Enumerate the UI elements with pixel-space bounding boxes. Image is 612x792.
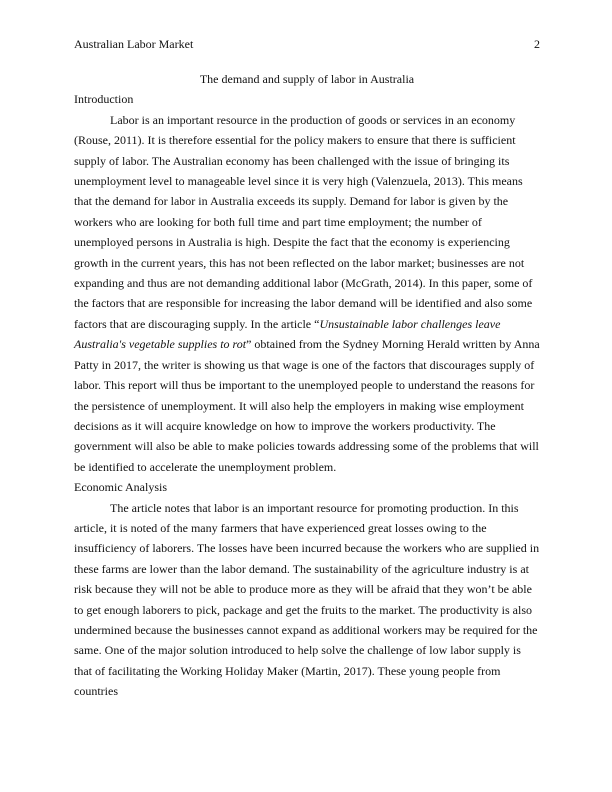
intro-text-start: Labor is an important resource in the production of goods or services in an economy (Rouse, 2011). It is therefore essential for the policy makers to ensure that there is sufficient supply of labor. The Australian economy has been challenged with the issue of bringing its unemployment level to manageable level since it is very high (Valenzuela, 2013). This means that the demand for labor in Australia exceeds its supply. Demand for labor is given by the workers who are looking for both full time and part time employment; the number of unemployed persons in Australia is high. Despite the fact that the economy is experiencing growth in the current years, this has not been reflected on the labor market; businesses are not expanding and thus are not demanding additional labor (McGrath, 2014). In this paper, some of the factors that are responsible for increasing the labor demand will be identified and also some factors that are discouraging supply. In the article “	[74, 112, 533, 331]
introduction-paragraph	[74, 110, 540, 477]
section-heading-economic-analysis: Economic Analysis	[74, 480, 167, 495]
page-number: 2	[534, 37, 540, 51]
document-body	[74, 69, 540, 702]
section-heading-introduction: Introduction	[74, 92, 134, 107]
document-title: The demand and supply of labor in Australia	[199, 72, 415, 86]
intro-text-end: ” obtained from the Sydney Morning Herald written by Anna Patty in 2017, the writer is showing us that wage is one of the factors that discourages supply of labor. This report will thus be important to the unemployed people to understand the reasons for the persistence of unemployment. It will also help the employers in making wise employment decisions as it will acquire knowledge on how to improve the workers productivity. The government will also be able to make policies towards addressing some of the problems that will be identified to accelerate the unemployment problem.	[74, 337, 540, 474]
article-title: Unsustainable labor challenges leave Australia's vegetable supplies to rot	[74, 316, 501, 352]
economic-analysis-paragraph: The article notes that labor is an important resource for promoting production. In this article, it is noted of the many farmers that have experienced great losses owing to the insufficiency of laborers. The losses have been incurred because the workers who are supplied in these farms are lower than the labor demand. The sustainability of the agriculture industry is at risk because they will not be able to produce more as they will be afraid that they won’t be able to get enough laborers to pick, package and get the fruits to the market. The productivity is also undermined because the businesses cannot expand as additional workers may be required for the same. One of the major solution introduced to help solve the challenge of low labor supply is that of facilitating the Working Holiday Maker (Martin, 2017). These young people from countries	[74, 500, 540, 699]
running-head: Australian Labor Market	[74, 37, 194, 51]
